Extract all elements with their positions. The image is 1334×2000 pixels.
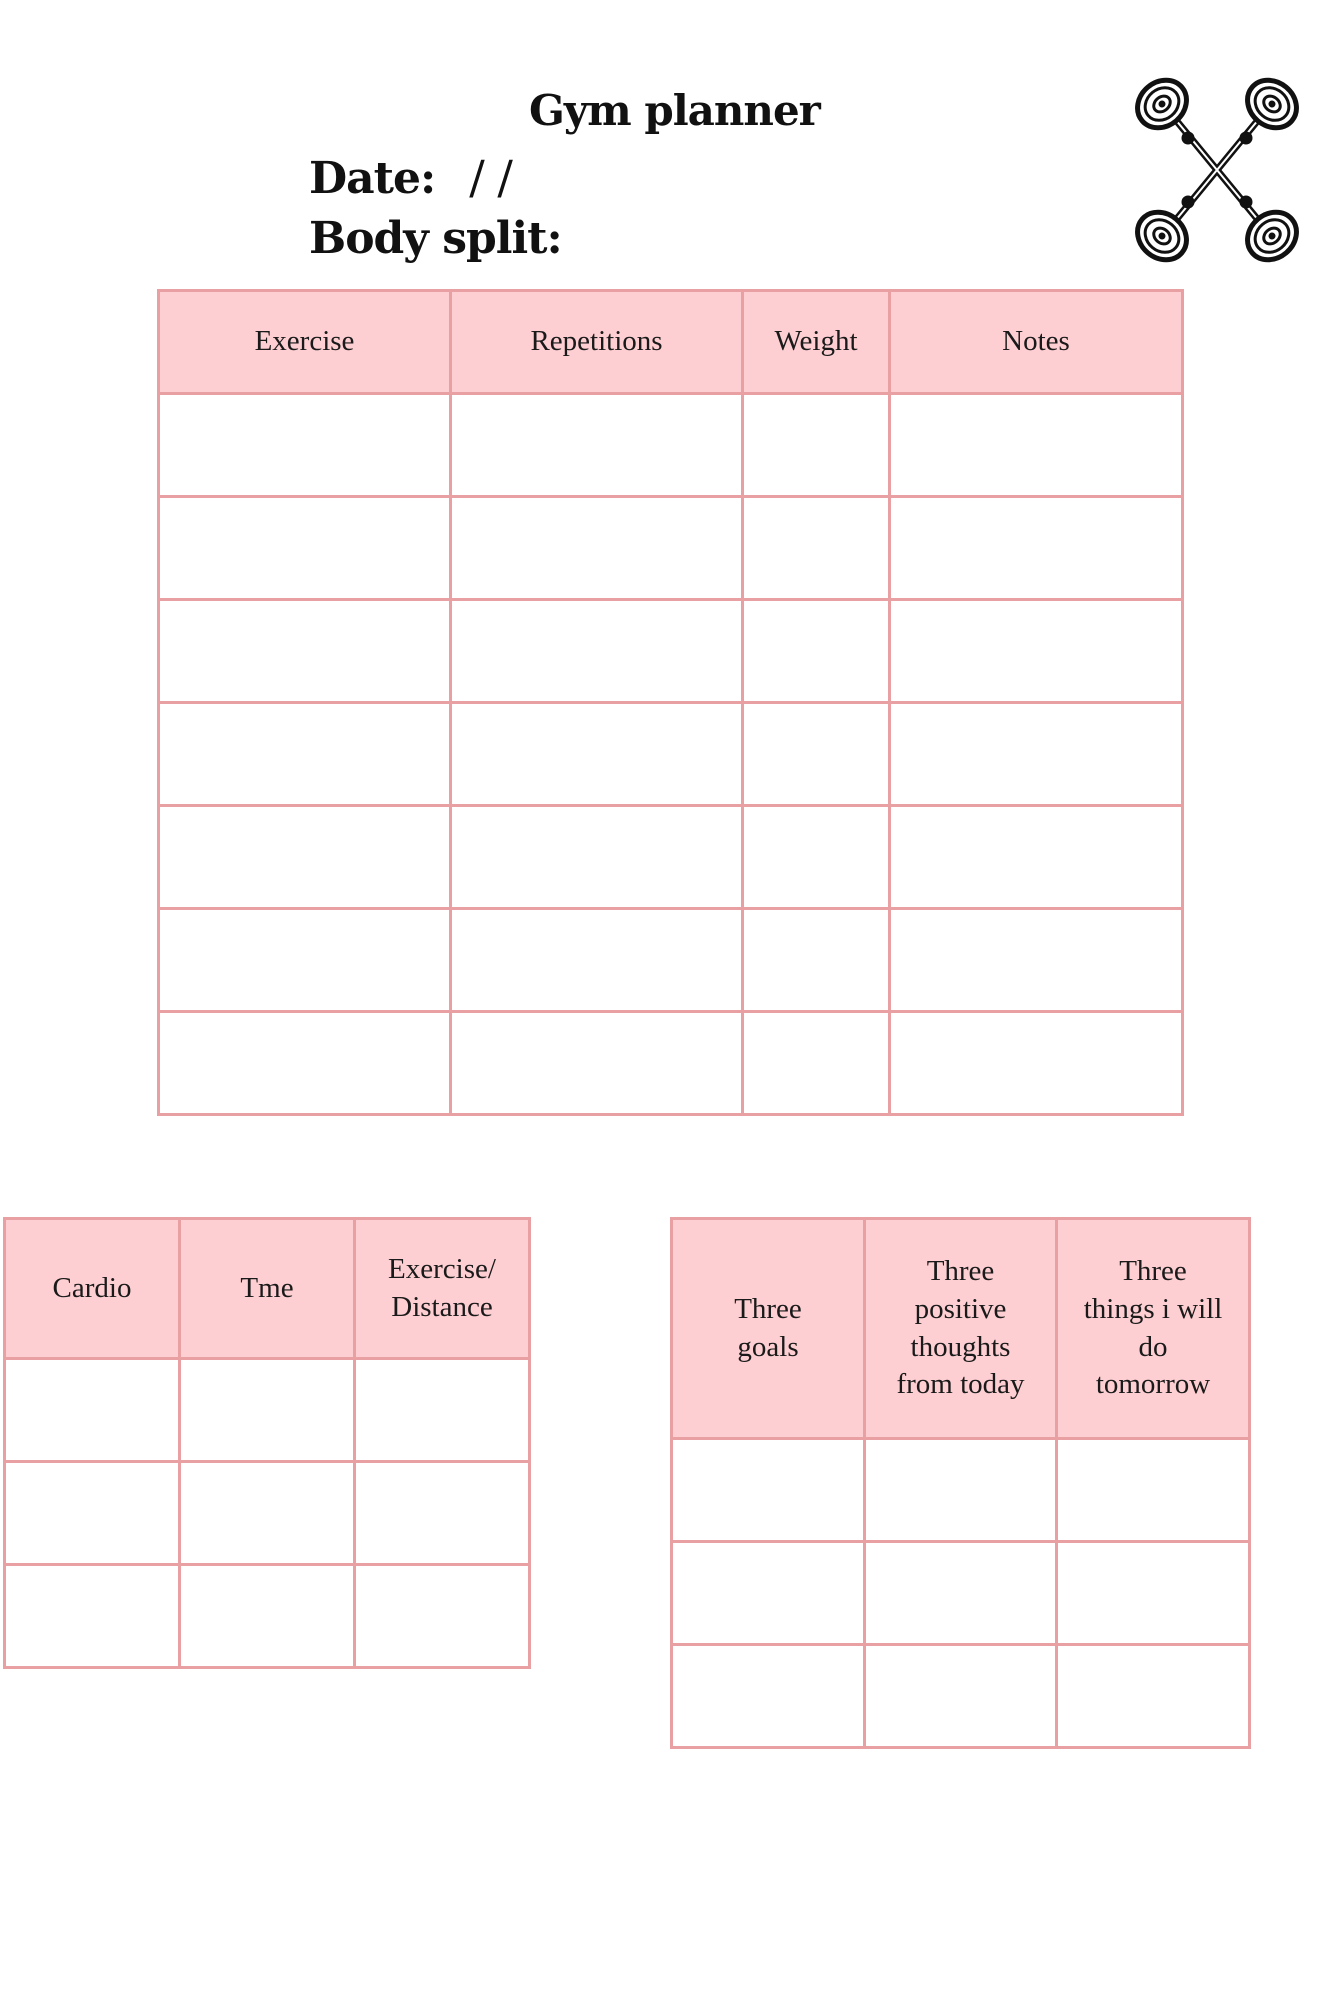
table-row xyxy=(159,600,1183,703)
date-label: Date: xyxy=(309,153,436,204)
table-cell[interactable] xyxy=(180,1565,355,1668)
table-cell[interactable] xyxy=(355,1359,530,1462)
table-cell[interactable] xyxy=(743,703,890,806)
column-header-exercise-distance: Exercise/ Distance xyxy=(355,1219,530,1359)
table-cell[interactable] xyxy=(355,1565,530,1668)
table-cell[interactable] xyxy=(890,909,1183,1012)
table-row xyxy=(672,1439,1250,1542)
column-header-things-tomorrow: Three things i will do tomorrow xyxy=(1057,1219,1250,1439)
table-cell[interactable] xyxy=(890,394,1183,497)
table-cell[interactable] xyxy=(865,1439,1057,1542)
column-header-notes: Notes xyxy=(890,291,1183,394)
table-cell[interactable] xyxy=(159,806,451,909)
column-header-weight: Weight xyxy=(743,291,890,394)
cardio-table xyxy=(3,1217,531,1669)
body-split-label: Body split: xyxy=(309,213,562,264)
table-cell[interactable] xyxy=(890,806,1183,909)
table-cell[interactable] xyxy=(159,600,451,703)
table-row xyxy=(159,394,1183,497)
table-cell[interactable] xyxy=(5,1359,180,1462)
table-header-row xyxy=(672,1219,1250,1439)
table-cell[interactable] xyxy=(672,1439,865,1542)
table-row xyxy=(159,1012,1183,1115)
date-line xyxy=(309,150,512,204)
table-cell[interactable] xyxy=(1057,1542,1250,1645)
table-cell[interactable] xyxy=(451,600,743,703)
table-row xyxy=(159,497,1183,600)
table-cell[interactable] xyxy=(743,600,890,703)
table-cell[interactable] xyxy=(159,394,451,497)
table-row xyxy=(159,909,1183,1012)
table-cell[interactable] xyxy=(743,497,890,600)
column-header-three-goals: Three goals xyxy=(672,1219,865,1439)
table-header-row xyxy=(159,291,1183,394)
table-cell[interactable] xyxy=(672,1542,865,1645)
table-cell[interactable] xyxy=(159,1012,451,1115)
table-cell[interactable] xyxy=(890,497,1183,600)
table-cell[interactable] xyxy=(890,600,1183,703)
table-row xyxy=(5,1462,530,1565)
table-cell[interactable] xyxy=(451,909,743,1012)
table-row xyxy=(5,1565,530,1668)
table-cell[interactable] xyxy=(743,394,890,497)
table-row xyxy=(672,1645,1250,1748)
table-cell[interactable] xyxy=(865,1645,1057,1748)
page-title: Gym planner xyxy=(529,86,820,135)
table-cell[interactable] xyxy=(451,1012,743,1115)
table-cell[interactable] xyxy=(5,1565,180,1668)
table-cell[interactable] xyxy=(743,806,890,909)
column-header-positive-thoughts: Three positive thoughts from today xyxy=(865,1219,1057,1439)
column-header-exercise: Exercise xyxy=(159,291,451,394)
table-cell[interactable] xyxy=(159,497,451,600)
table-cell[interactable] xyxy=(672,1645,865,1748)
table-cell[interactable] xyxy=(451,497,743,600)
crossed-barbells-icon xyxy=(1134,70,1300,270)
table-cell[interactable] xyxy=(1057,1645,1250,1748)
table-cell[interactable] xyxy=(159,703,451,806)
table-row xyxy=(5,1359,530,1462)
table-cell[interactable] xyxy=(1057,1439,1250,1542)
table-cell[interactable] xyxy=(180,1359,355,1462)
table-header-row xyxy=(5,1219,530,1359)
table-cell[interactable] xyxy=(180,1462,355,1565)
table-cell[interactable] xyxy=(743,909,890,1012)
table-row xyxy=(672,1542,1250,1645)
table-cell[interactable] xyxy=(451,394,743,497)
table-cell[interactable] xyxy=(865,1542,1057,1645)
workout-table xyxy=(157,289,1184,1116)
table-row xyxy=(159,806,1183,909)
table-cell[interactable] xyxy=(890,703,1183,806)
body-split-line xyxy=(309,213,562,264)
table-cell[interactable] xyxy=(890,1012,1183,1115)
goals-table xyxy=(670,1217,1251,1749)
column-header-repetitions: Repetitions xyxy=(451,291,743,394)
column-header-cardio: Cardio xyxy=(5,1219,180,1359)
table-cell[interactable] xyxy=(451,806,743,909)
table-cell[interactable] xyxy=(159,909,451,1012)
table-row xyxy=(159,703,1183,806)
table-cell[interactable] xyxy=(743,1012,890,1115)
column-header-time: Tme xyxy=(180,1219,355,1359)
date-value[interactable]: / / xyxy=(469,150,512,204)
table-cell[interactable] xyxy=(451,703,743,806)
table-cell[interactable] xyxy=(355,1462,530,1565)
table-cell[interactable] xyxy=(5,1462,180,1565)
